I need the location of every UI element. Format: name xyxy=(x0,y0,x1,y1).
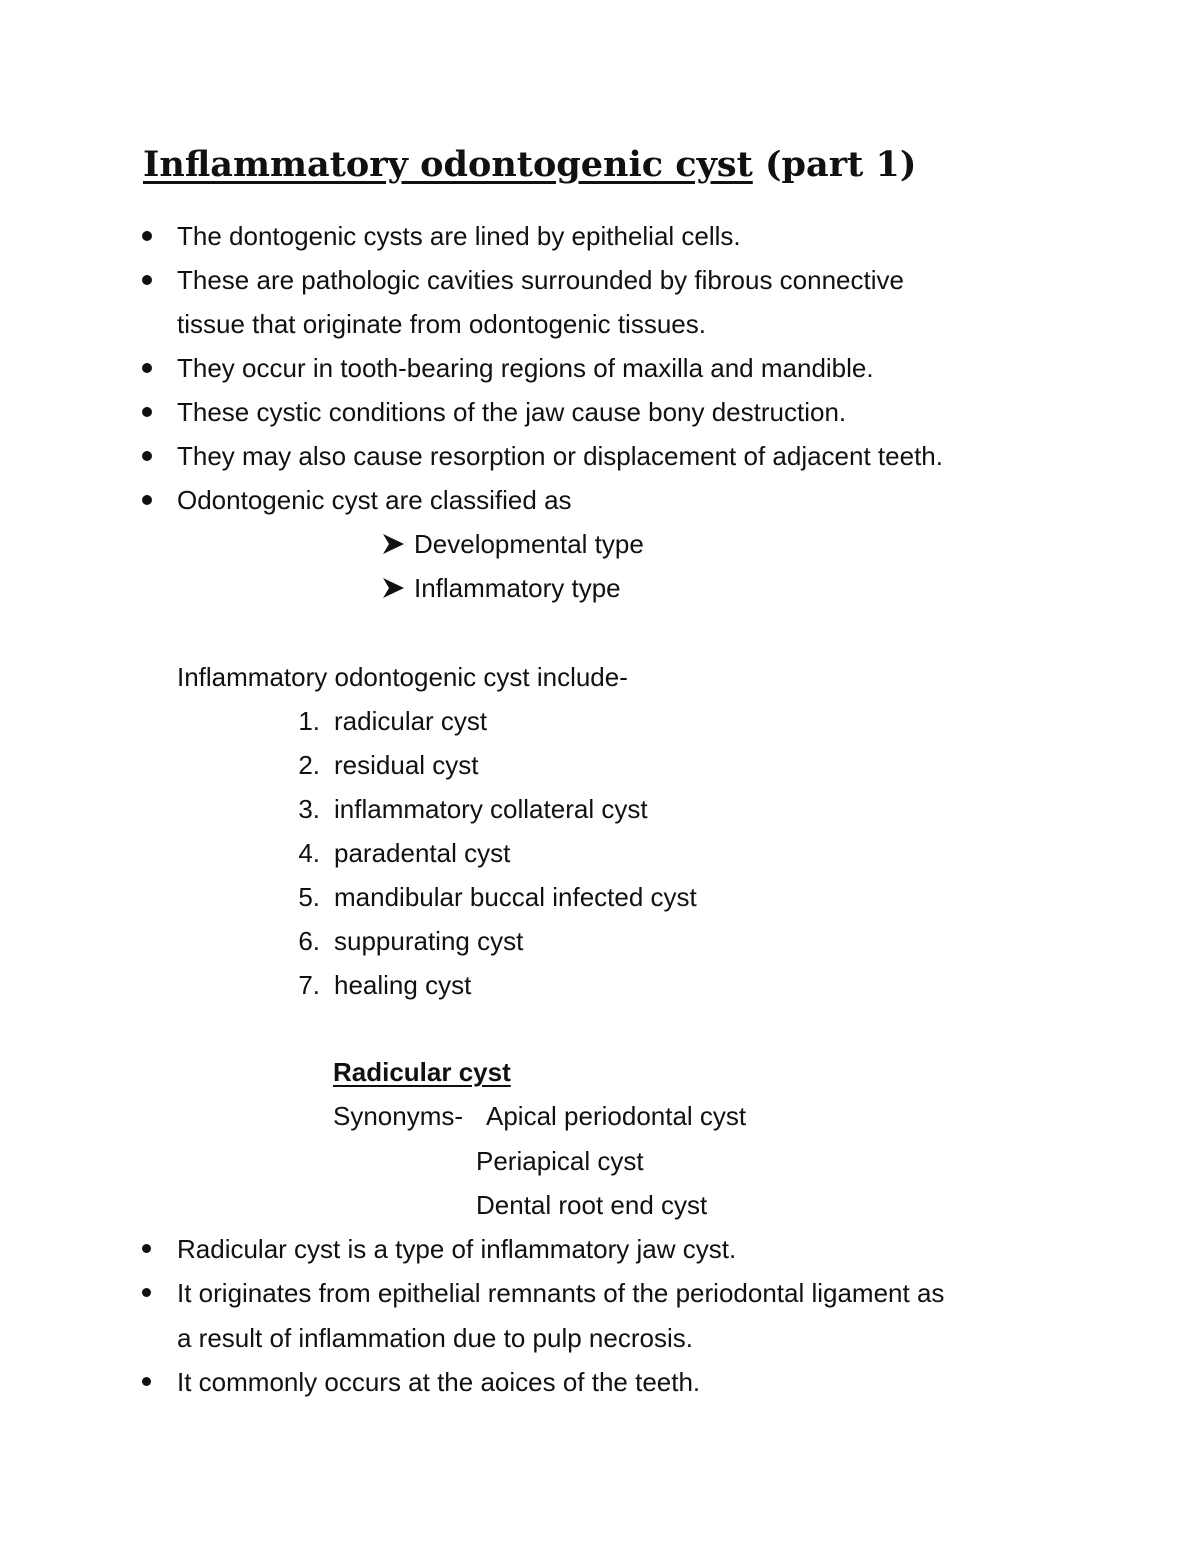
title-main: Inflammatory odontogenic cyst xyxy=(143,144,753,185)
list-item: mandibular buccal infected cyst xyxy=(334,882,697,912)
arrow-bullet-icon xyxy=(380,574,408,602)
radicular-bullet-1: Radicular cyst is a type of inflammatory jaw cyst. xyxy=(177,1234,737,1264)
intro-bullet-4: These cystic conditions of the jaw cause bony destruction. xyxy=(177,397,847,427)
list-number: 1. xyxy=(298,706,320,736)
synonym-item: Apical periodontal cyst xyxy=(486,1101,747,1131)
list-number: 6. xyxy=(298,926,320,956)
bullet-icon xyxy=(142,451,152,461)
synonym-item: Dental root end cyst xyxy=(476,1190,708,1220)
bullet-icon xyxy=(142,495,152,505)
list-number: 4. xyxy=(298,838,320,868)
bullet-icon xyxy=(142,275,152,285)
synonyms-label: Synonyms- xyxy=(333,1101,464,1131)
list-item: residual cyst xyxy=(334,750,479,780)
synonym-item: Periapical cyst xyxy=(476,1146,644,1176)
intro-bullet-2: These are pathologic cavities surrounded by fibrous connective xyxy=(177,265,904,295)
list-number: 5. xyxy=(298,882,320,912)
title-suffix: (part 1) xyxy=(752,144,917,185)
list-item: healing cyst xyxy=(334,970,472,1000)
list-number: 3. xyxy=(298,794,320,824)
include-heading: Inflammatory odontogenic cyst include- xyxy=(177,662,628,692)
radicular-heading: Radicular cyst xyxy=(333,1057,511,1087)
list-item: radicular cyst xyxy=(334,706,488,736)
intro-bullet-6: Odontogenic cyst are classified as xyxy=(177,485,572,515)
list-number: 7. xyxy=(298,970,320,1000)
radicular-bullet-2-cont: a result of inflammation due to pulp necrosis. xyxy=(177,1323,693,1353)
bullet-icon xyxy=(142,1377,151,1386)
list-item: inflammatory collateral cyst xyxy=(334,794,648,824)
bullet-icon xyxy=(142,1244,151,1253)
intro-bullet-1: The dontogenic cysts are lined by epithelial cells. xyxy=(177,221,741,251)
type-developmental: Developmental type xyxy=(414,529,644,559)
page-title xyxy=(143,143,916,187)
bullet-icon xyxy=(142,363,152,373)
list-item: paradental cyst xyxy=(334,838,511,868)
type-inflammatory: Inflammatory type xyxy=(414,573,621,603)
bullet-icon xyxy=(142,407,152,417)
radicular-bullet-3: It commonly occurs at the aoices of the teeth. xyxy=(177,1367,701,1397)
bullet-icon xyxy=(142,1288,151,1297)
list-number: 2. xyxy=(298,750,320,780)
list-item: suppurating cyst xyxy=(334,926,524,956)
intro-bullet-5: They may also cause resorption or displacement of adjacent teeth. xyxy=(177,441,943,471)
intro-bullet-3: They occur in tooth-bearing regions of maxilla and mandible. xyxy=(177,353,874,383)
arrow-bullet-icon xyxy=(380,530,408,558)
intro-bullet-2-cont: tissue that originate from odontogenic tissues. xyxy=(177,309,706,339)
bullet-icon xyxy=(142,231,152,241)
radicular-bullet-2: It originates from epithelial remnants of the periodontal ligament as xyxy=(177,1278,945,1308)
